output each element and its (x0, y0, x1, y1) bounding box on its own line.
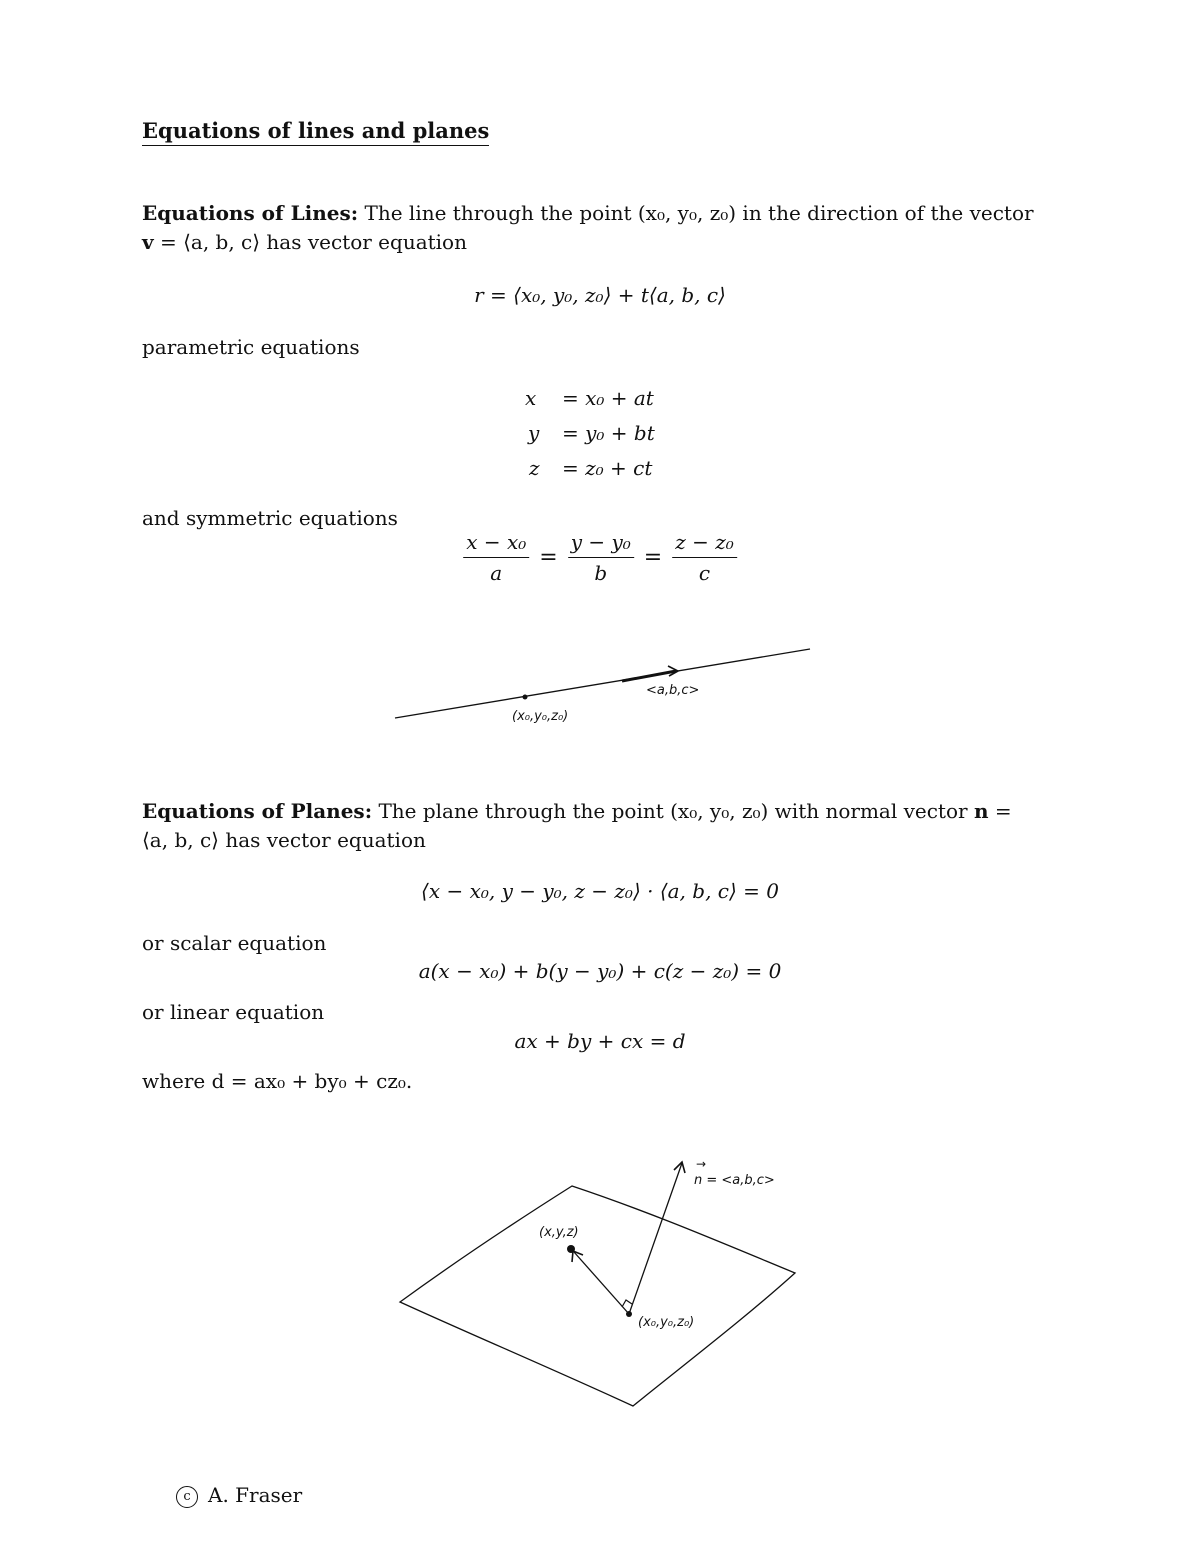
symmetric-y-numerator: y − y₀ (568, 530, 634, 558)
page-title: Equations of lines and planes (142, 118, 489, 146)
lines-intro-vector-symbol: v (142, 230, 154, 254)
planes-heading: Equations of Planes: (142, 799, 373, 823)
base-point-label: (x₀,y₀,z₀) (638, 1315, 695, 1330)
copyright-icon: c (176, 1486, 198, 1508)
normal-arrow-accent: → (696, 1157, 707, 1171)
symmetric-y-denominator: b (594, 561, 608, 585)
symmetric-z-denominator: c (698, 561, 711, 585)
parametric-rhs-z: = z₀ + ct (562, 456, 653, 480)
parametric-lhs-y: y (528, 421, 540, 445)
parametric-label: parametric equations (142, 335, 360, 359)
lines-heading: Equations of Lines: (142, 201, 359, 225)
planes-intro-equals: = (988, 799, 1012, 823)
plane-point-label: (x,y,z) (539, 1225, 579, 1240)
symmetric-z-numerator: z − z₀ (672, 530, 737, 558)
linear-label: or linear equation (142, 1000, 325, 1024)
equals-sign: = (643, 545, 663, 570)
parametric-lhs-x: x (525, 386, 537, 410)
equals-sign: = (539, 545, 558, 570)
parametric-rhs-y: = y₀ + bt (562, 421, 655, 445)
line-vector-equation: r = ⟨x₀, y₀, z₀⟩ + t⟨a, b, c⟩ (474, 283, 726, 307)
footer (176, 1483, 302, 1508)
author-name: A. Fraser (208, 1483, 303, 1507)
right-angle-mark (622, 1300, 632, 1307)
lines-intro-text-2: = ⟨a, b, c⟩ has vector equation (153, 230, 467, 254)
scalar-label: or scalar equation (142, 931, 327, 955)
symmetric-x-denominator: a (490, 561, 503, 585)
planes-normal-symbol: n (973, 799, 989, 823)
symmetric-x-numerator: x − x₀ (463, 530, 529, 558)
line-point-label: (x₀,y₀,z₀) (512, 709, 569, 724)
parametric-lhs-z: z (529, 456, 540, 480)
in-plane-vector (574, 1252, 629, 1314)
linear-equation: ax + by + cx = d (514, 1029, 686, 1053)
direction-vector-label: <a,b,c> (646, 683, 700, 698)
symmetric-label: and symmetric equations (142, 506, 398, 530)
lines-intro-text-1: The line through the point (x₀, y₀, z₀) in the direction of the vector (364, 201, 1034, 225)
plane-outline (400, 1186, 795, 1406)
planes-intro-text-2: ⟨a, b, c⟩ has vector equation (142, 828, 426, 852)
normal-vector (629, 1163, 682, 1314)
planes-intro-text-1: The plane through the point (x₀, y₀, z₀) with normal vector (378, 799, 968, 823)
where-d-definition: where d = ax₀ + by₀ + cz₀. (142, 1069, 413, 1093)
plane-vector-equation: ⟨x − x₀, y − y₀, z − z₀⟩ · ⟨a, b, c⟩ = 0 (421, 879, 779, 903)
normal-vector-label: n = <a,b,c> (694, 1173, 775, 1188)
scalar-equation: a(x − x₀) + b(y − y₀) + c(z − z₀) = 0 (418, 959, 782, 983)
parametric-rhs-x: = x₀ + at (562, 386, 654, 410)
